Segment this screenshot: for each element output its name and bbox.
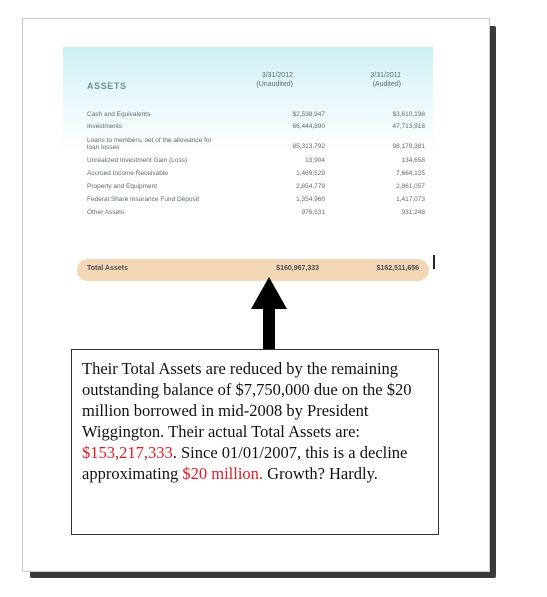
document-page	[22, 18, 490, 572]
table-row	[87, 183, 425, 193]
total-value-2011: $162,511,656	[376, 265, 419, 272]
table-row	[87, 196, 425, 206]
row-label: Loans to members, net of the allowance for loan losses	[87, 137, 212, 151]
callout-text: . Since 01/01/2007, this is a decline approximating	[82, 443, 408, 483]
row-value-2012: 976,531	[301, 209, 325, 216]
column-date: 3/31/2012	[261, 72, 293, 79]
row-value-2012: 85,313,792	[292, 143, 325, 150]
column-header-2011	[331, 71, 401, 89]
table-row	[87, 137, 425, 153]
assets-table	[63, 47, 433, 273]
row-label: Unrealized Investment Gain (Loss)	[87, 157, 188, 164]
assets-title: ASSETS	[87, 81, 127, 91]
total-label: Total Assets	[87, 265, 128, 272]
table-row	[87, 111, 425, 121]
row-value-2012: 2,854,779	[296, 183, 325, 190]
column-status: (Audited)	[372, 81, 401, 88]
table-row	[87, 157, 425, 167]
column-status: (Unaudited)	[256, 81, 293, 88]
text-cursor	[433, 255, 435, 269]
row-value-2011: 7,664,125	[396, 170, 425, 177]
row-value-2012: 1,469,529	[296, 170, 325, 177]
row-value-2011: $3,610,198	[392, 111, 425, 118]
row-label: Federal Share Insurance Fund Deposit	[87, 196, 200, 203]
row-value-2011: 2,861,057	[396, 183, 425, 190]
up-arrow-icon	[247, 275, 291, 355]
row-value-2011: 1,417,073	[396, 196, 425, 203]
callout-text: Their Total Assets are reduced by the remaining outstanding balance of $7,750,000 due on the $20 million borrowed in mid-2008 by President Wiggington. Their actual Total Assets are:	[82, 359, 412, 441]
column-header-2012	[223, 71, 293, 89]
row-value-2011: 47,713,918	[392, 123, 425, 130]
callout-text: Growth? Hardly.	[263, 464, 378, 483]
row-value-2012: 13,904	[305, 157, 325, 164]
row-value-2012: 1,354,960	[296, 196, 325, 203]
decline-value: $20 million.	[182, 464, 264, 483]
table-row	[87, 209, 425, 219]
row-value-2012: 66,444,890	[292, 123, 325, 130]
row-value-2011: 931,248	[401, 209, 425, 216]
row-label: Accrued Income Receivable	[87, 170, 168, 177]
table-row	[87, 123, 425, 133]
total-value-2012: $160,967,333	[276, 265, 319, 272]
row-label: Property and Equipment	[87, 183, 158, 190]
row-label: Cash and Equivalents	[87, 111, 151, 118]
annotation-callout	[71, 349, 439, 535]
row-value-2011: 98,179,381	[392, 143, 425, 150]
row-value-2012: $2,538,947	[292, 111, 325, 118]
table-row	[87, 170, 425, 180]
actual-assets-value: $153,217,333	[82, 443, 173, 462]
row-label: Other Assets	[87, 209, 125, 216]
column-date: 3/31/2011	[370, 72, 401, 79]
row-value-2011: 134,658	[401, 157, 425, 164]
row-label: Investments	[87, 123, 123, 130]
